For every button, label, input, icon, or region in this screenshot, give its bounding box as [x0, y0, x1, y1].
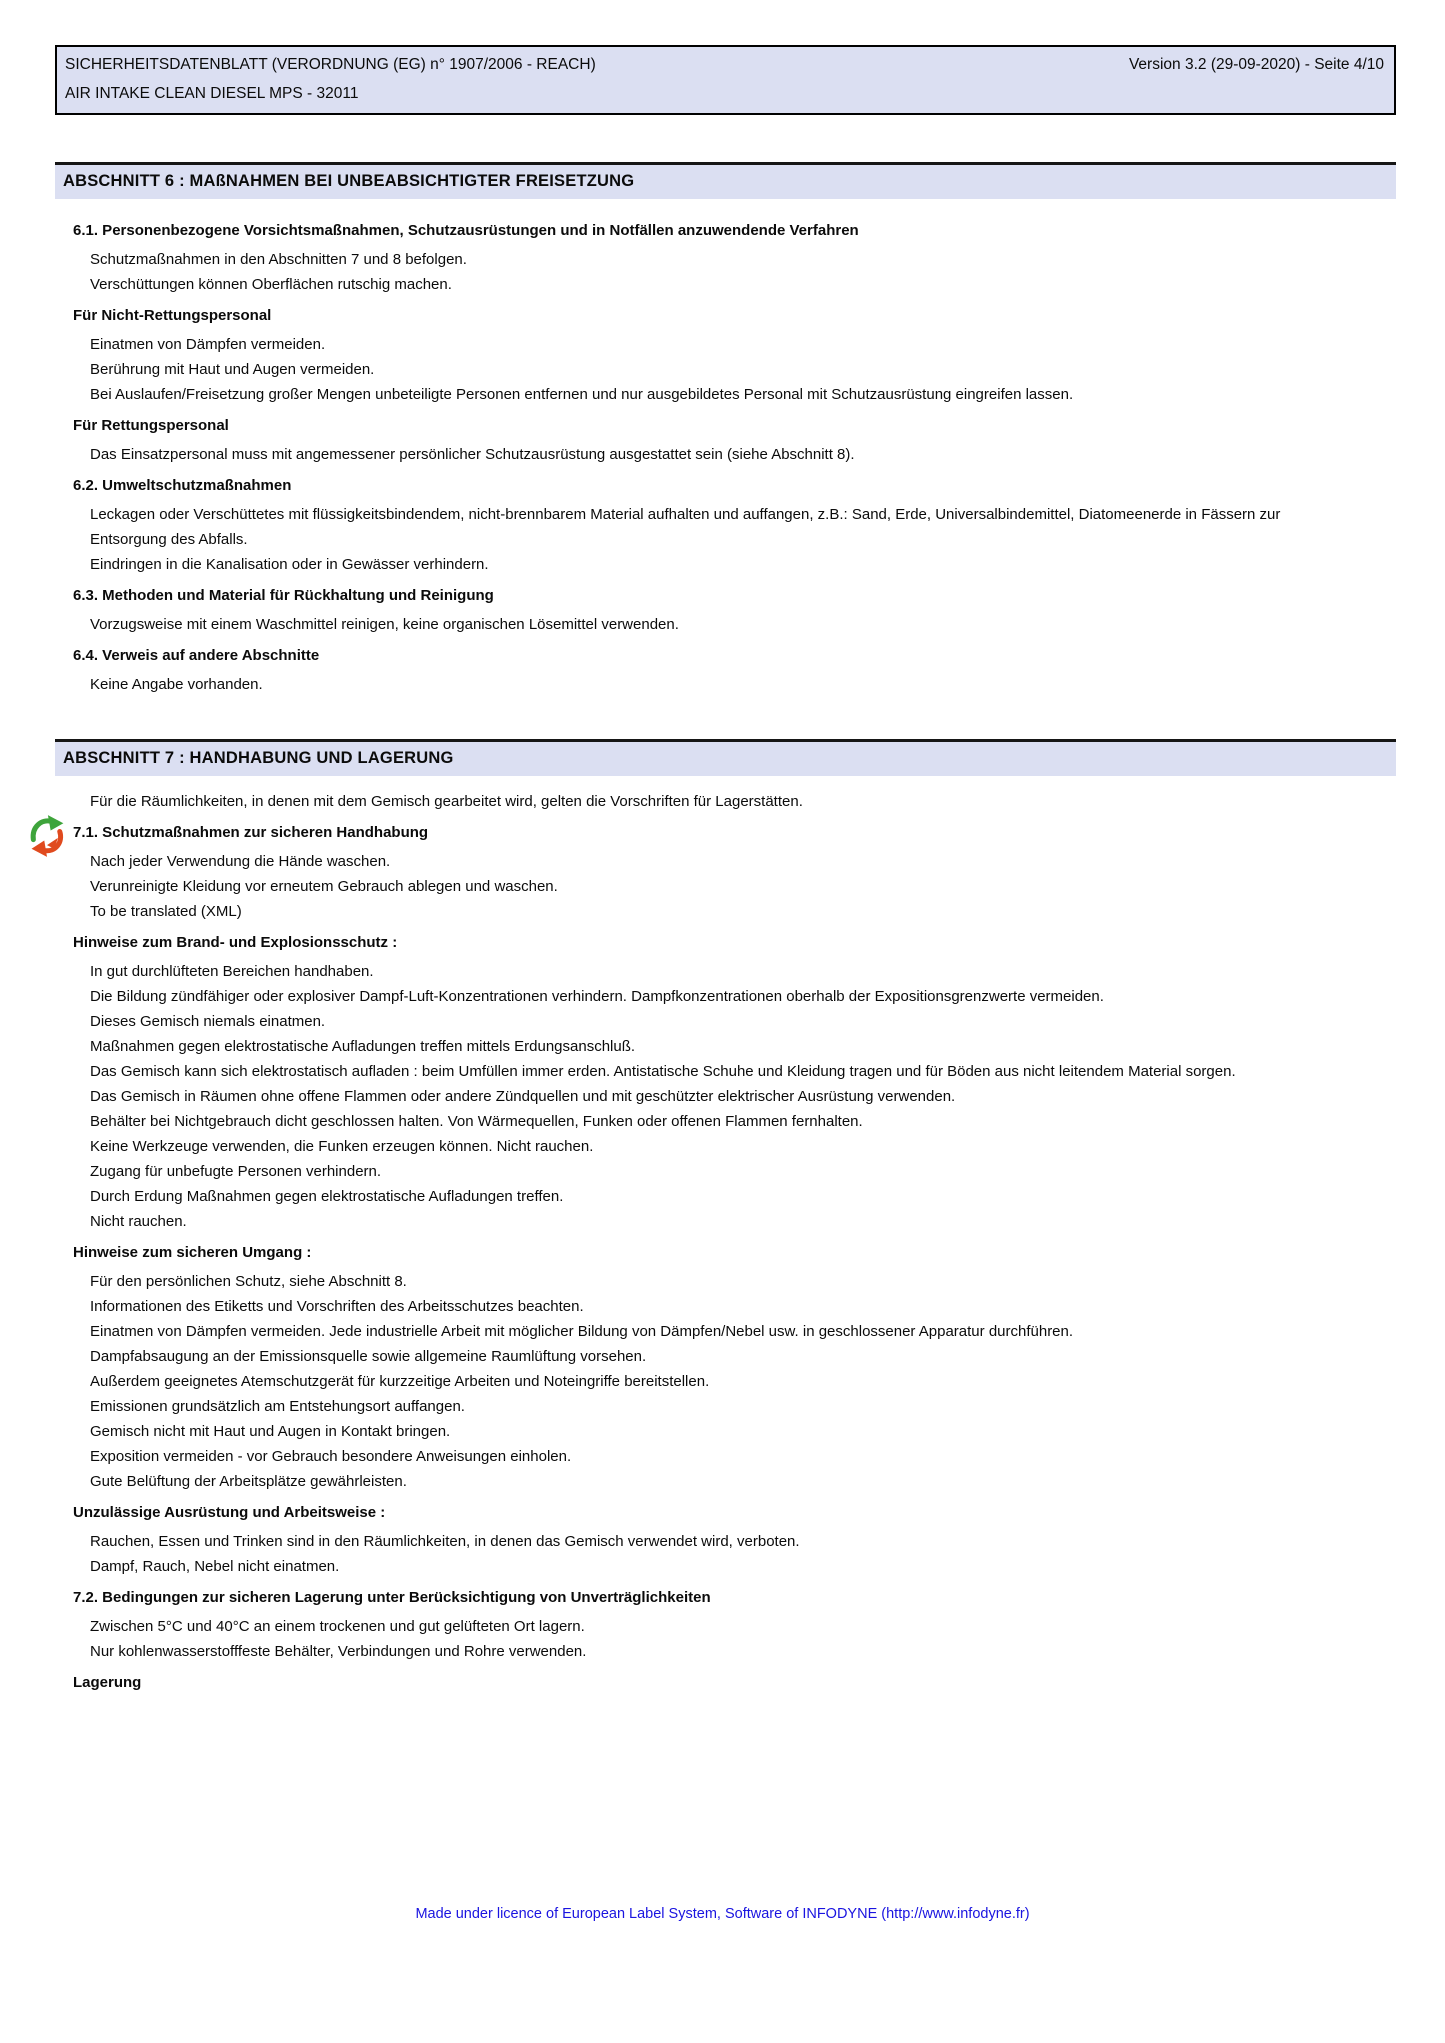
text: Einatmen von Dämpfen vermeiden.	[90, 336, 326, 353]
text: Das Einsatzpersonal muss mit angemessener persönlicher Schutzausrüstung ausgestattet sein (siehe Abschnitt 8).	[90, 446, 855, 463]
text: Verschüttungen können Oberflächen rutschig machen.	[90, 276, 452, 293]
body-line	[90, 789, 1352, 814]
body-line	[90, 1294, 1352, 1319]
body-line	[90, 1109, 1352, 1134]
subsection-heading	[73, 1585, 1396, 1610]
body-line	[90, 247, 1352, 272]
text: To be translated (XML)	[90, 903, 242, 920]
body-line	[90, 959, 1352, 984]
text: Verunreinigte Kleidung vor erneutem Gebrauch ablegen und waschen.	[90, 878, 558, 895]
text: 6.1. Personenbezogene Vorsichtsmaßnahmen, Schutzausrüstungen und in Notfällen anzuwendende Verfahren	[73, 222, 859, 239]
text: Nicht rauchen.	[90, 1213, 187, 1230]
sync-arrows-icon	[27, 812, 67, 860]
body-line	[90, 612, 1352, 637]
text: Das Gemisch kann sich elektrostatisch aufladen : beim Umfüllen immer erden. Antistatische Schuhe und Kleidung tragen und für Böden aus nicht leitendem Material sorgen.	[90, 1063, 1236, 1080]
body-line	[90, 1394, 1352, 1419]
text: 7.1. Schutzmaßnahmen zur sicheren Handhabung	[73, 824, 429, 841]
subsection-heading	[73, 1240, 1396, 1265]
text: Eindringen in die Kanalisation oder in Gewässer verhindern.	[90, 556, 489, 573]
body-line	[90, 1034, 1352, 1059]
body-line	[90, 1469, 1352, 1494]
text: Für Rettungspersonal	[73, 417, 229, 434]
body-line	[90, 1084, 1352, 1109]
text: Dampf, Rauch, Nebel nicht einatmen.	[90, 1558, 340, 1575]
text: Gemisch nicht mit Haut und Augen in Kontakt bringen.	[90, 1423, 451, 1440]
body-line	[90, 382, 1352, 407]
body-line	[90, 1344, 1352, 1369]
text: Hinweise zum sicheren Umgang :	[73, 1244, 312, 1261]
text: Vorzugsweise mit einem Waschmittel reinigen, keine organischen Lösemittel verwenden.	[90, 616, 679, 633]
subsection-heading	[73, 218, 1396, 243]
body-line	[90, 1159, 1352, 1184]
text: Lagerung	[73, 1674, 142, 1691]
subsection-heading	[73, 930, 1396, 955]
section-title: ABSCHNITT 7 : HANDHABUNG UND LAGERUNG	[63, 749, 454, 767]
body-line	[90, 984, 1352, 1009]
section-band	[55, 739, 1396, 776]
text: Nur kohlenwasserstofffeste Behälter, Verbindungen und Rohre verwenden.	[90, 1643, 587, 1660]
body-line	[90, 357, 1352, 382]
text: Rauchen, Essen und Trinken sind in den Räumlichkeiten, in denen das Gemisch verwendet wird, verboten.	[90, 1533, 800, 1550]
body-line	[90, 1444, 1352, 1469]
subsection-heading	[73, 643, 1396, 668]
subsection-heading	[73, 820, 1396, 845]
body-line	[90, 1419, 1352, 1444]
document-body	[55, 162, 1396, 1699]
text: Für den persönlichen Schutz, siehe Abschnitt 8.	[90, 1273, 407, 1290]
body-line	[90, 1009, 1352, 1034]
body-line	[90, 1184, 1352, 1209]
version-page-info: Version 3.2 (29-09-2020) - Seite 4/10	[1128, 56, 1384, 73]
body-line	[90, 1319, 1352, 1344]
body-line	[90, 1269, 1352, 1294]
text: 6.3. Methoden und Material für Rückhaltung und Reinigung	[73, 587, 494, 604]
text: Außerdem geeignetes Atemschutzgerät für kurzzeitige Arbeiten und Noteingriffe bereitstellen.	[90, 1373, 710, 1390]
text: Gute Belüftung der Arbeitsplätze gewährleisten.	[90, 1473, 407, 1490]
text: 6.2. Umweltschutzmaßnahmen	[73, 477, 292, 494]
section-content	[55, 776, 1396, 1695]
section-title: ABSCHNITT 6 : MAßNAHMEN BEI UNBEABSICHTIGTER FREISETZUNG	[63, 172, 635, 190]
body-line	[90, 272, 1352, 297]
text: Zwischen 5°C und 40°C an einem trockenen und gut gelüfteten Ort lagern.	[90, 1618, 585, 1635]
text: Schutzmaßnahmen in den Abschnitten 7 und 8 befolgen.	[90, 251, 467, 268]
text: Keine Angabe vorhanden.	[90, 676, 263, 693]
subsection-heading	[73, 473, 1396, 498]
text: Unzulässige Ausrüstung und Arbeitsweise :	[73, 1504, 386, 1521]
text: Für Nicht-Rettungspersonal	[73, 307, 272, 324]
text: Das Gemisch in Räumen ohne offene Flammen oder andere Zündquellen und mit geschützter elektrischer Ausrüstung verwenden.	[90, 1088, 956, 1105]
body-line	[90, 442, 1352, 467]
text: Dieses Gemisch niemals einatmen.	[90, 1013, 326, 1030]
text: Keine Werkzeuge verwenden, die Funken erzeugen können. Nicht rauchen.	[90, 1138, 594, 1155]
body-line	[90, 1209, 1352, 1234]
text: Leckagen oder Verschüttetes mit flüssigkeitsbindendem, nicht-brennbarem Material aufhalten und auffangen, z.B.: Sand, Erde, Universalbindemittel, Diatomeenerde in Fässern zur Entsorgung des Abfalls.	[90, 506, 1281, 548]
text: 7.2. Bedingungen zur sicheren Lagerung unter Berücksichtigung von Unverträglichkeiten	[73, 1589, 711, 1606]
body-line	[90, 1134, 1352, 1159]
subsection-heading	[73, 1670, 1396, 1695]
body-line	[90, 849, 1352, 874]
text: Für die Räumlichkeiten, in denen mit dem Gemisch gearbeitet wird, gelten die Vorschriften für Lagerstätten.	[90, 793, 803, 810]
body-line	[90, 1554, 1352, 1579]
text: Exposition vermeiden - vor Gebrauch besondere Anweisungen einholen.	[90, 1448, 572, 1465]
body-line	[90, 1369, 1352, 1394]
body-line	[90, 1614, 1352, 1639]
text: 6.4. Verweis auf andere Abschnitte	[73, 647, 320, 664]
body-line	[90, 502, 1352, 552]
body-line	[90, 332, 1352, 357]
text: Berührung mit Haut und Augen vermeiden.	[90, 361, 375, 378]
subsection-heading	[73, 583, 1396, 608]
body-line	[90, 1059, 1352, 1084]
subsection-heading	[73, 413, 1396, 438]
body-line	[90, 1529, 1352, 1554]
text: Nach jeder Verwendung die Hände waschen.	[90, 853, 391, 870]
text: Dampfabsaugung an der Emissionsquelle sowie allgemeine Raumlüftung vorsehen.	[90, 1348, 647, 1365]
body-line	[90, 552, 1352, 577]
footer-licence-note: Made under licence of European Label System, Software of INFODYNE (http://www.infodyne.fr)	[415, 1906, 1030, 1922]
subsection-heading	[73, 1500, 1396, 1525]
text: Einatmen von Dämpfen vermeiden. Jede industrielle Arbeit mit möglicher Bildung von Dämpfen/Nebel usw. in geschlossener Apparatur durchführen.	[90, 1323, 1074, 1340]
section-abschnitt-6	[55, 162, 1396, 697]
section-content	[55, 199, 1396, 697]
text: Die Bildung zündfähiger oder explosiver Dampf-Luft-Konzentrationen verhindern. Dampfkonzentrationen oberhalb der Expositionsgrenzwerte vermeiden.	[90, 988, 1104, 1005]
body-line	[90, 672, 1352, 697]
body-line	[90, 874, 1352, 899]
text: Emissionen grundsätzlich am Entstehungsort auffangen.	[90, 1398, 465, 1415]
product-name: AIR INTAKE CLEAN DIESEL MPS - 32011	[65, 85, 359, 102]
text: Bei Auslaufen/Freisetzung großer Mengen unbeteiligte Personen entfernen und nur ausgebildetes Personal mit Schutzausrüstung eingreifen lassen.	[90, 386, 1074, 403]
text: Behälter bei Nichtgebrauch dicht geschlossen halten. Von Wärmequellen, Funken oder offenen Flammen fernhalten.	[90, 1113, 863, 1130]
subsection-heading	[73, 303, 1396, 328]
section-band	[55, 162, 1396, 199]
text: Zugang für unbefugte Personen verhindern.	[90, 1163, 382, 1180]
text: Hinweise zum Brand- und Explosionsschutz :	[73, 934, 398, 951]
text: In gut durchlüfteten Bereichen handhaben.	[90, 963, 374, 980]
text: Durch Erdung Maßnahmen gegen elektrostatische Aufladungen treffen.	[90, 1188, 564, 1205]
document-title: SICHERHEITSDATENBLATT (VERORDNUNG (EG) n° 1907/2006 - REACH)	[65, 56, 596, 73]
text: Informationen des Etiketts und Vorschriften des Arbeitsschutzes beachten.	[90, 1298, 584, 1315]
text: Maßnahmen gegen elektrostatische Aufladungen treffen mittels Erdungsanschluß.	[90, 1038, 636, 1055]
document-header	[55, 45, 1396, 115]
body-line	[90, 899, 1352, 924]
body-line	[90, 1639, 1352, 1664]
section-abschnitt-7	[55, 739, 1396, 1695]
